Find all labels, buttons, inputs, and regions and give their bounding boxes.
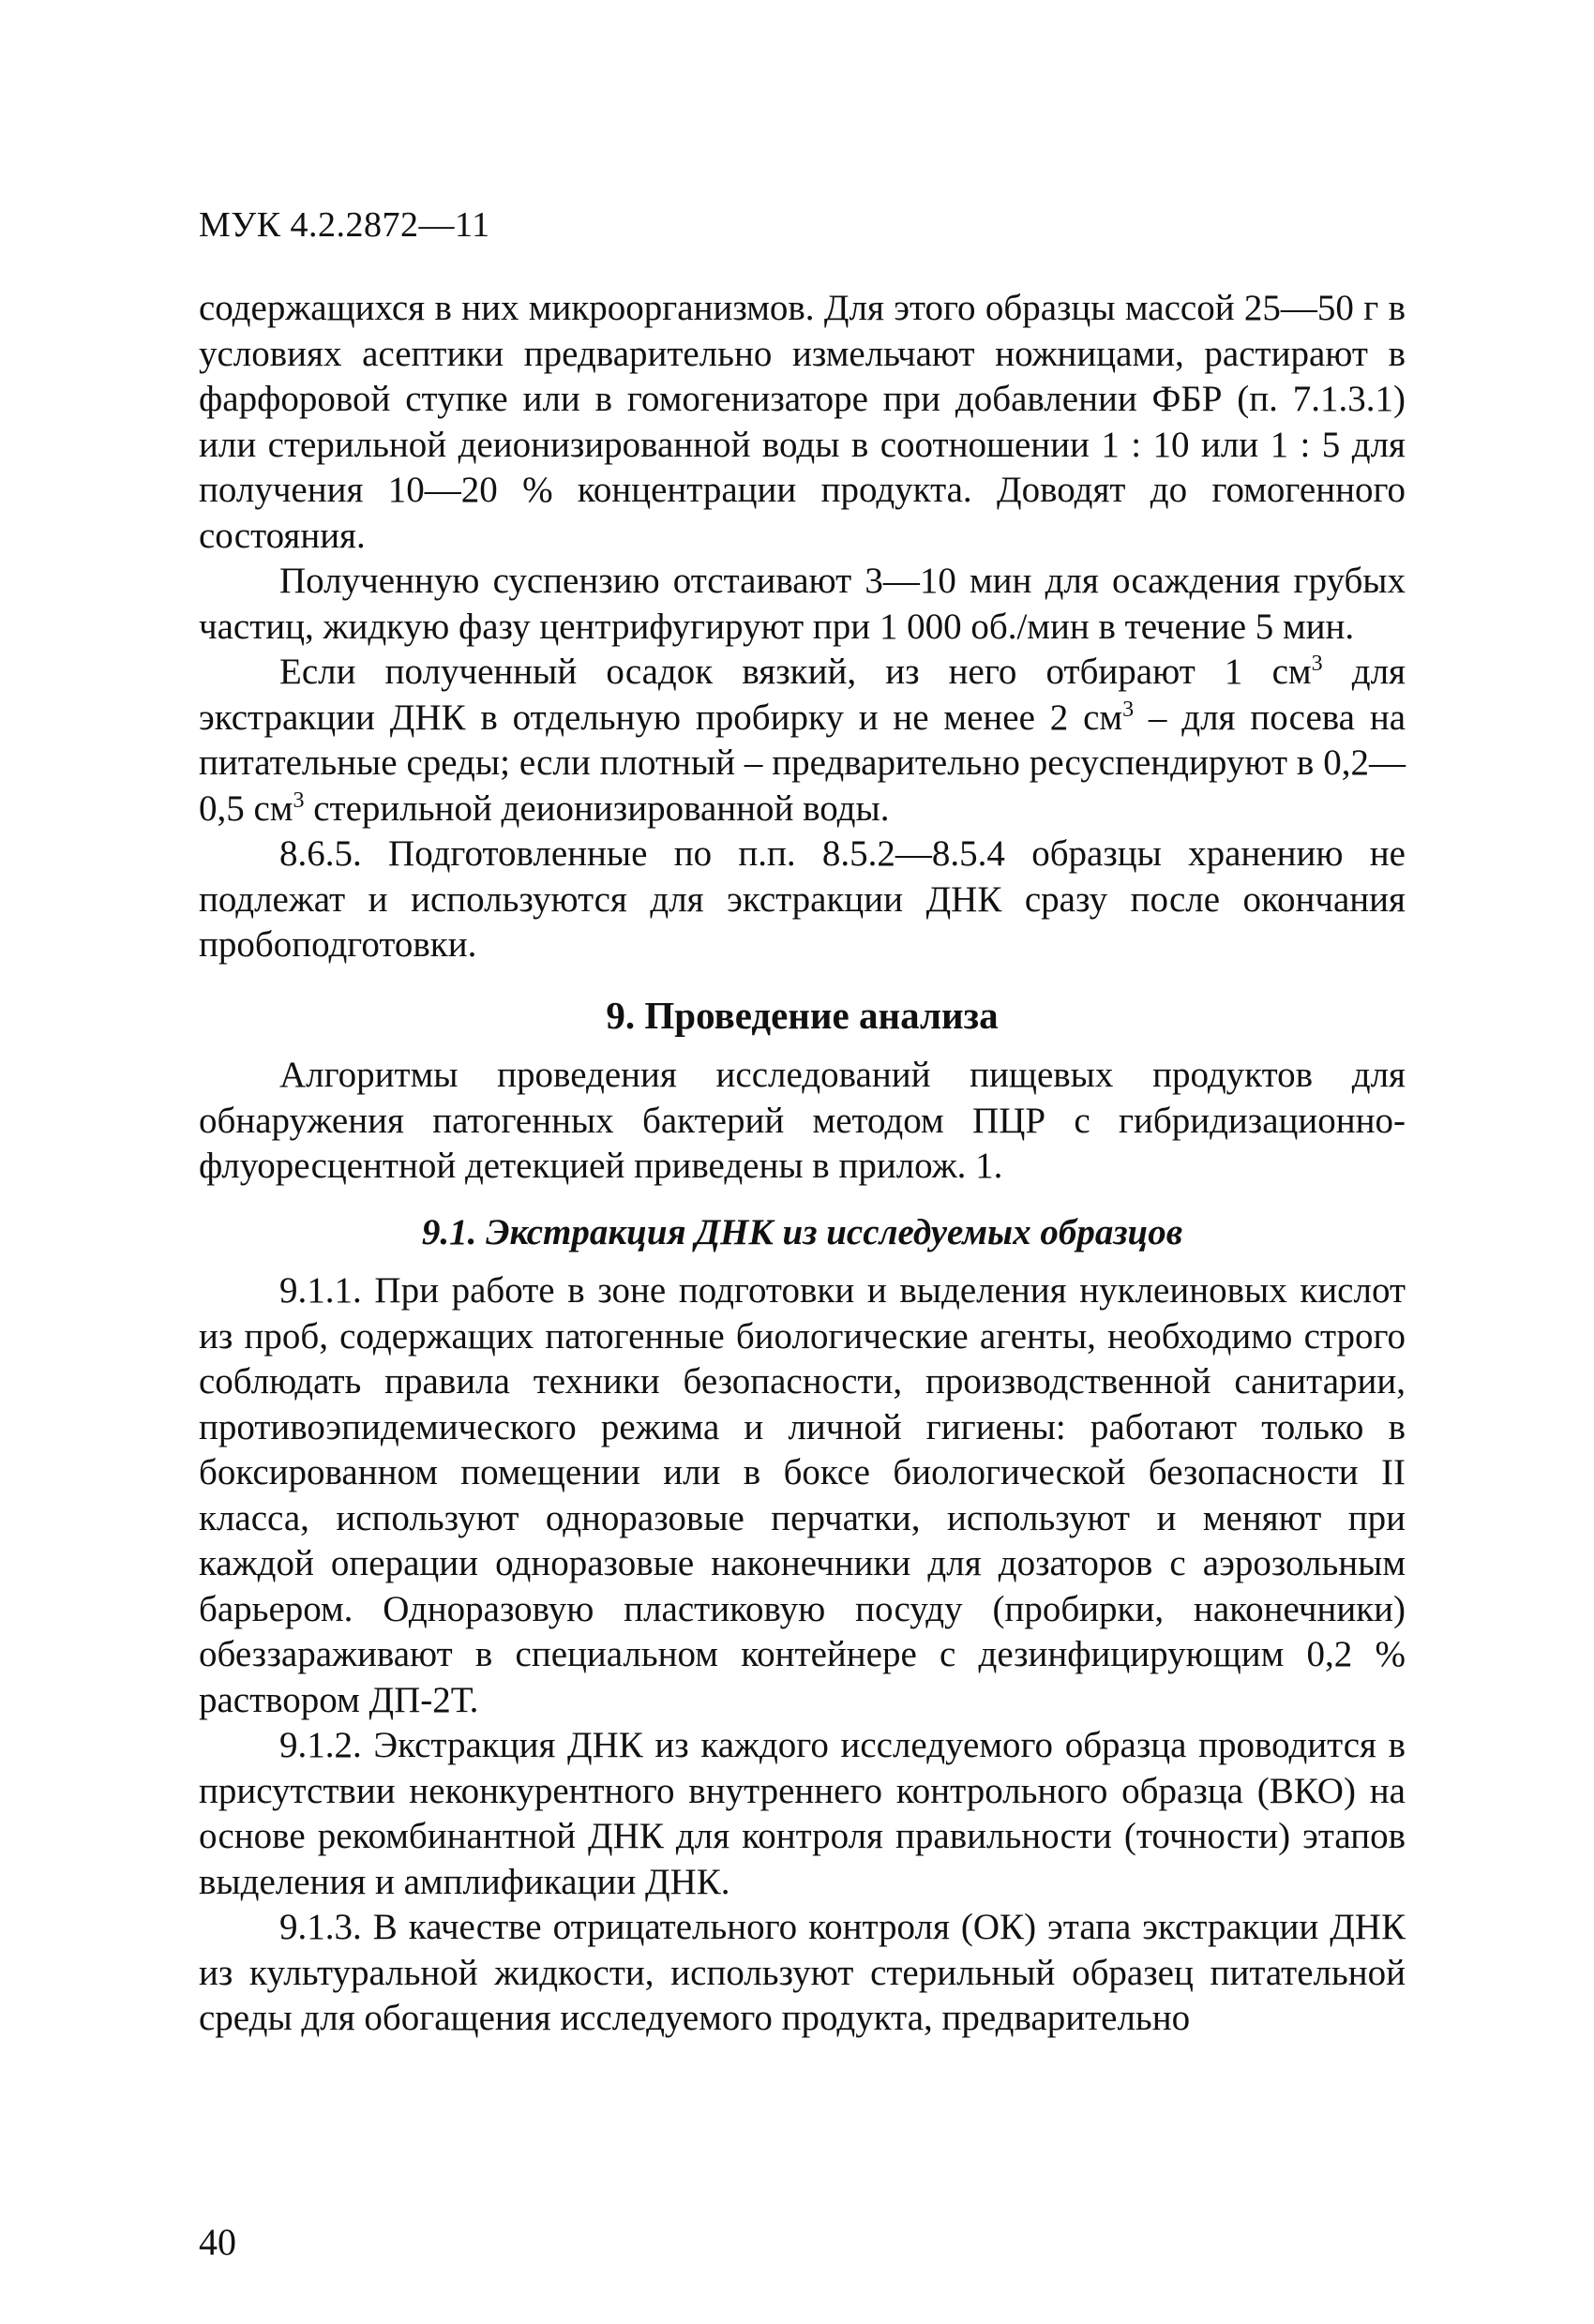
paragraph: 9.1.3. В качестве отрицательного контроля (ОК) этапа экстракции ДНК из культуральной жидкости, используют стерильный образец питательной среды для обогащения исследуемого продукта, предварительно <box>199 1907 1406 2038</box>
text-run: стерильной деионизированной воды. <box>304 787 890 829</box>
paragraph: Алгоритмы проведения исследований пищевых продуктов для обнаружения патогенных бактерий методом ПЦР с гибридизационно-флуоресцентной детекцией приведены в прилож. 1. <box>199 1055 1406 1186</box>
document-code-header: МУК 4.2.2872—11 <box>199 205 490 245</box>
paragraph: Полученную суспензию отстаивают 3—10 мин для осаждения грубых частиц, жидкую фазу центрифугируют при 1 000 об./мин в течение 5 мин. <box>199 561 1406 647</box>
text-run: Если полученный осадок вязкий, из него отбирают 1 см <box>279 652 1312 692</box>
paragraph: 9.1.2. Экстракция ДНК из каждого исследуемого образца проводится в присутствии неконкурентного внутреннего контрольного образца (ВКО) на основе рекомбинантной ДНК для контроля правильности (точности) этапов выделения и амплификации ДНК. <box>199 1725 1406 1902</box>
paragraph: 9.1.1. При работе в зоне подготовки и выделения нуклеиновых кислот из проб, содержащих патогенные биологические агенты, необходимо строго соблюдать правила техники безопасности, производственной санитарии, противоэпидемического режима и личной гигиены: работают только в боксированном помещении или в боксе биологической безопасности II класса, используют одноразовые перчатки, используют и меняют при каждой операции одноразовые наконечники для дозаторов с аэрозольным барьером. Одноразовую пластиковую посуду (пробирки, наконечники) обеззараживают в специальном контейнере с дезинфицирующим 0,2 % раствором ДП-2Т. <box>199 1270 1406 1720</box>
subsection-heading: 9.1. Экстракция ДНК из исследуемых образцов <box>421 1211 1183 1252</box>
paragraph-with-units <box>199 650 1406 832</box>
page-number: 40 <box>199 2221 236 2263</box>
paragraph: содержащихся в них микроорганизмов. Для этого образцы массой 25—50 г в условиях асептики предварительно измельчают ножницами, растирают в фарфоровой ступке или в гомогенизаторе при добавлении ФБР (п. 7.1.3.1) или стерильной деионизированной воды в соотношении 1 : 10 или 1 : 5 для получения 10—20 % концентрации продукта. Доводят до гомогенного состояния. <box>199 288 1406 556</box>
paragraph: 8.6.5. Подготовленные по п.п. 8.5.2—8.5.4 образцы хранению не подлежат и используются для экстракции ДНК сразу после окончания пробоподготовки. <box>199 833 1406 965</box>
superscript: 3 <box>1311 652 1323 676</box>
text-run: для экстракции ДНК в отдельную пробирку и не менее 2 см <box>199 652 1406 738</box>
section-heading: 9. Проведение анализа <box>606 993 999 1037</box>
text-run: – для посева на питательные среды; если плотный – предварительно ресуспендируют в 0,2—0,5 см <box>199 697 1406 829</box>
page-body <box>199 286 1406 2042</box>
superscript: 3 <box>1122 697 1135 722</box>
superscript: 3 <box>293 787 305 813</box>
